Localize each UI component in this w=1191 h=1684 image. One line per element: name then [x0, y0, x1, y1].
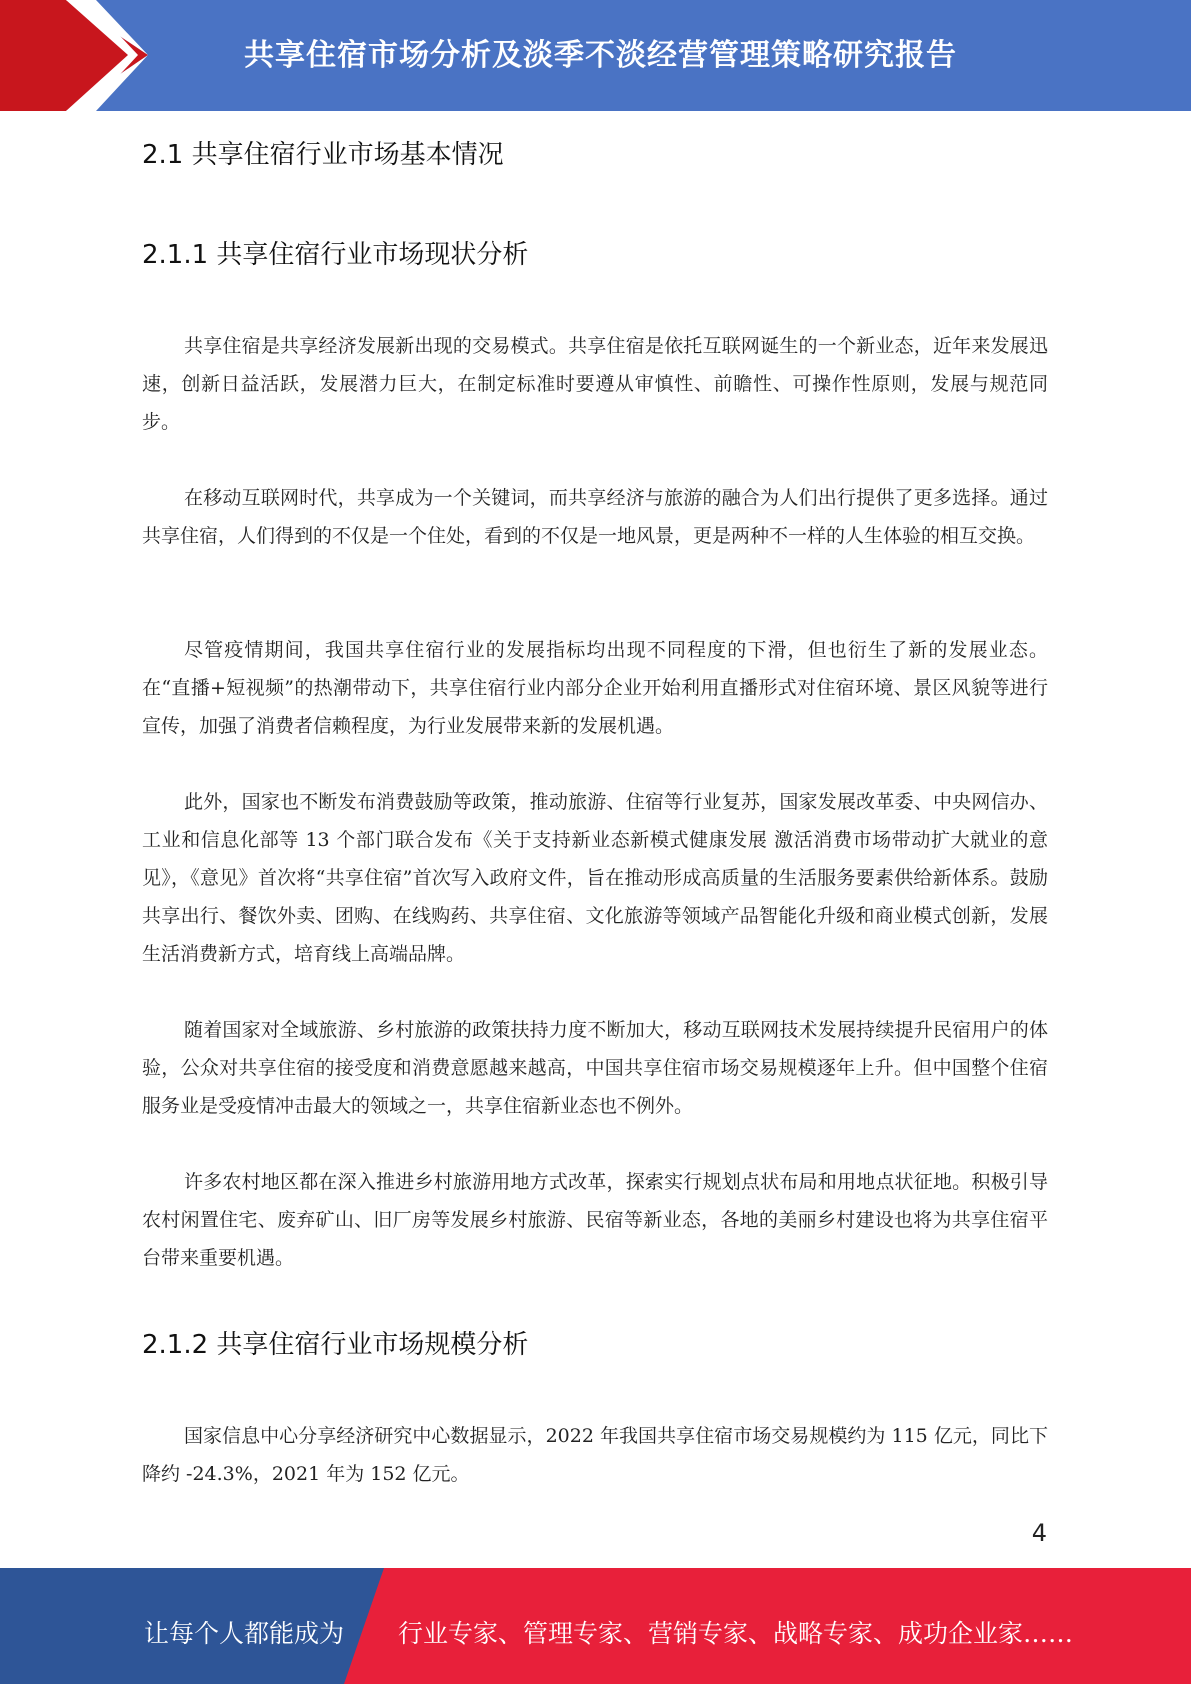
section-heading-2-1-1: 2.1.1 共享住宿行业市场现状分析 [142, 240, 529, 270]
section-heading-2-1-2: 2.1.2 共享住宿行业市场规模分析 [142, 1330, 529, 1360]
footer-slogan-right: 行业专家、管理专家、营销专家、战略专家、成功企业家…… [398, 1619, 1074, 1648]
page-footer [0, 1568, 1191, 1684]
paragraph: 随着国家对全域旅游、乡村旅游的政策扶持力度不断加大，移动互联网技术发展持续提升民宿用户的体验，公众对共享住宿的接受度和消费意愿越来越高，中国共享住宿市场交易规模逐年上升。但中国整个住宿服务业是受疫情冲击最大的领域之一，共享住宿新业态也不例外。 [142, 1019, 1048, 1117]
report-title: 共享住宿市场分析及淡季不淡经营管理策略研究报告 [244, 38, 957, 73]
paragraph: 共享住宿是共享经济发展新出现的交易模式。共享住宿是依托互联网诞生的一个新业态，近年来发展迅速，创新日益活跃，发展潜力巨大，在制定标准时要遵从审慎性、前瞻性、可操作性原则，发展与规范同步。 [142, 335, 1048, 433]
paragraph: 此外，国家也不断发布消费鼓励等政策，推动旅游、住宿等行业复苏，国家发展改革委、中央网信办、工业和信息化部等 13 个部门联合发布《关于支持新业态新模式健康发展 激活消费市场带动扩大就业的意见》，《意见》首次将“共享住宿”首次写入政府文件，旨在推动形成高质量的生活服务要素供给新体系。鼓励共享出行、餐饮外卖、团购、在线购药、共享住宿、文化旅游等领域产品智能化升级和商业模式创新，发展生活消费新方式，培育线上高端品牌。 [142, 791, 1048, 965]
section-heading-2-1: 2.1 共享住宿行业市场基本情况 [142, 140, 504, 170]
paragraph: 国家信息中心分享经济研究中心数据显示，2022 年我国共享住宿市场交易规模约为 115 亿元，同比下降约 -24.3%，2021 年为 152 亿元。 [142, 1425, 1048, 1485]
paragraph: 在移动互联网时代，共享成为一个关键词，而共享经济与旅游的融合为人们出行提供了更多选择。通过共享住宿，人们得到的不仅是一个住处，看到的不仅是一地风景，更是两种不一样的人生体验的相互交换。 [142, 487, 1048, 547]
paragraph: 尽管疫情期间，我国共享住宿行业的发展指标均出现不同程度的下滑，但也衍生了新的发展业态。在“直播+短视频”的热潮带动下，共享住宿行业内部分企业开始利用直播形式对住宿环境、景区风貌等进行宣传，加强了消费者信赖程度，为行业发展带来新的发展机遇。 [142, 639, 1048, 737]
page-number: 4 [1031, 1519, 1047, 1547]
page-header [0, 0, 1191, 111]
paragraph: 许多农村地区都在深入推进乡村旅游用地方式改革，探索实行规划点状布局和用地点状征地。积极引导农村闲置住宅、废弃矿山、旧厂房等发展乡村旅游、民宿等新业态，各地的美丽乡村建设也将为共享住宿平台带来重要机遇。 [142, 1171, 1048, 1269]
footer-slogan-left: 让每个人都能成为 [144, 1619, 345, 1648]
